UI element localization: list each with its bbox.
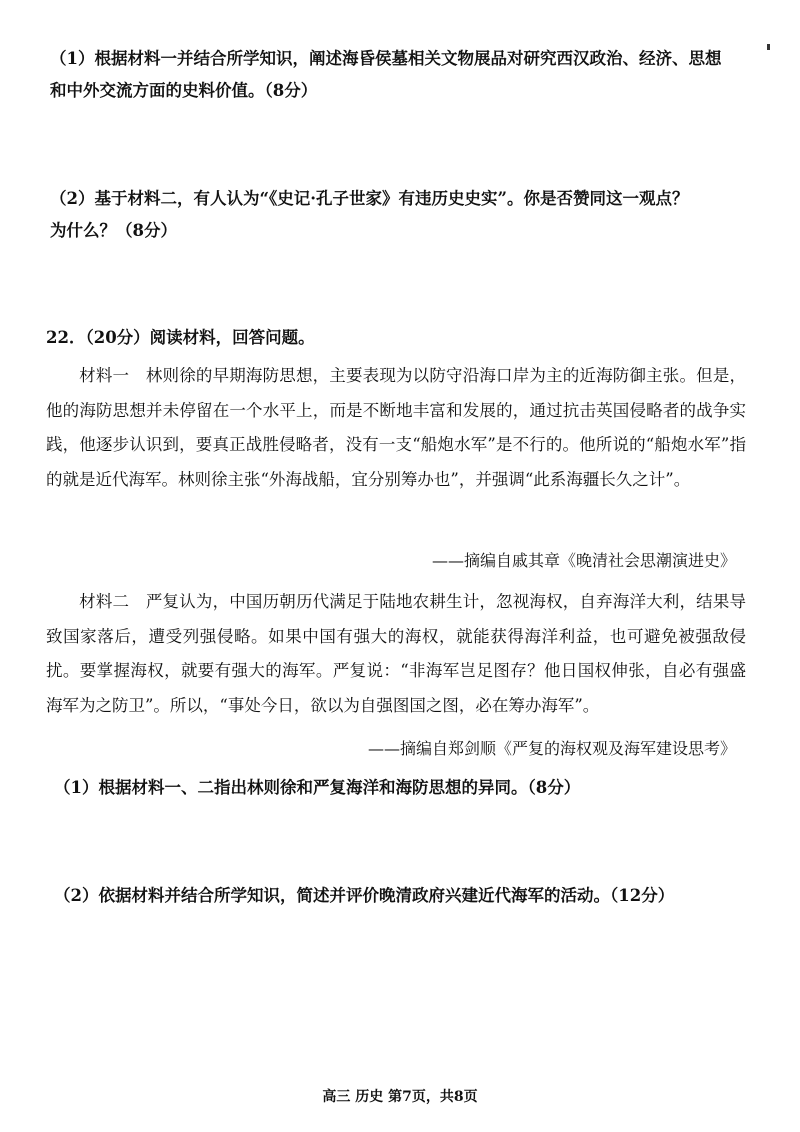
q21-part1-line2: 和中外交流方面的史料价值。（8分） [50, 81, 318, 100]
material-2 [46, 585, 746, 723]
q21-part1-line1: （1）根据材料一并结合所学知识，阐述海昏侯墓相关文物展品对研究西汉政治、经济、思想 [50, 49, 722, 68]
q22-heading: 22．（20分）阅读材料，回答问题。 [46, 328, 315, 347]
q21-part2-line2: 为什么？（8分） [50, 221, 177, 240]
q21-part2-line1: （2）基于材料二，有人认为“《史记·孔子世家》有违历史史实”。你是否赞同这一观点？ [50, 189, 689, 208]
material-1 [46, 359, 746, 497]
material-2-source: ——摘编自郑剑顺《严复的海权观及海军建设思考》 [367, 739, 736, 758]
q22-part1: （1）根据材料一、二指出林则徐和严复海洋和海防思想的异同。（8分） [54, 778, 581, 797]
material-2-text: 材料二 严复认为，中国历朝历代满足于陆地农耕生计，忽视海权，自弃海洋大利，结果导致国家落后，遭受列强侵略。如果中国有强大的海权，就能获得海洋利益，也可避免被强敌侵扰。要掌握海权，就要有强大的海军。严复说：“非海军岂足图存？他日国权伸张，自必有强盛海军为之防卫”。所以，“事处今日，欲以为自强图国之图，必在筹办海军”。 [46, 592, 746, 715]
q22-part2: （2）依据材料并结合所学知识，简述并评价晚清政府兴建近代海军的活动。（12分） [54, 886, 675, 905]
material-1-text: 材料一 林则徐的早期海防思想，主要表现为以防守沿海口岸为主的近海防御主张。但是，他的海防思想并未停留在一个水平上，而是不断地丰富和发展的，通过抗击英国侵略者的战争实践，他逐步认识到，要真正战胜侵略者，没有一支“船炮水军”是不行的。他所说的“船炮水军”指的就是近代海军。林则徐主张“外海战船，宜分别筹办也”，并强调“此系海疆长久之计”。 [46, 366, 746, 489]
scan-mark [767, 44, 770, 50]
page-footer: 高三 历史 第7页，共8页 [322, 1089, 478, 1105]
material-1-source: ——摘编自戚其章《晚清社会思潮演进史》 [431, 551, 736, 570]
